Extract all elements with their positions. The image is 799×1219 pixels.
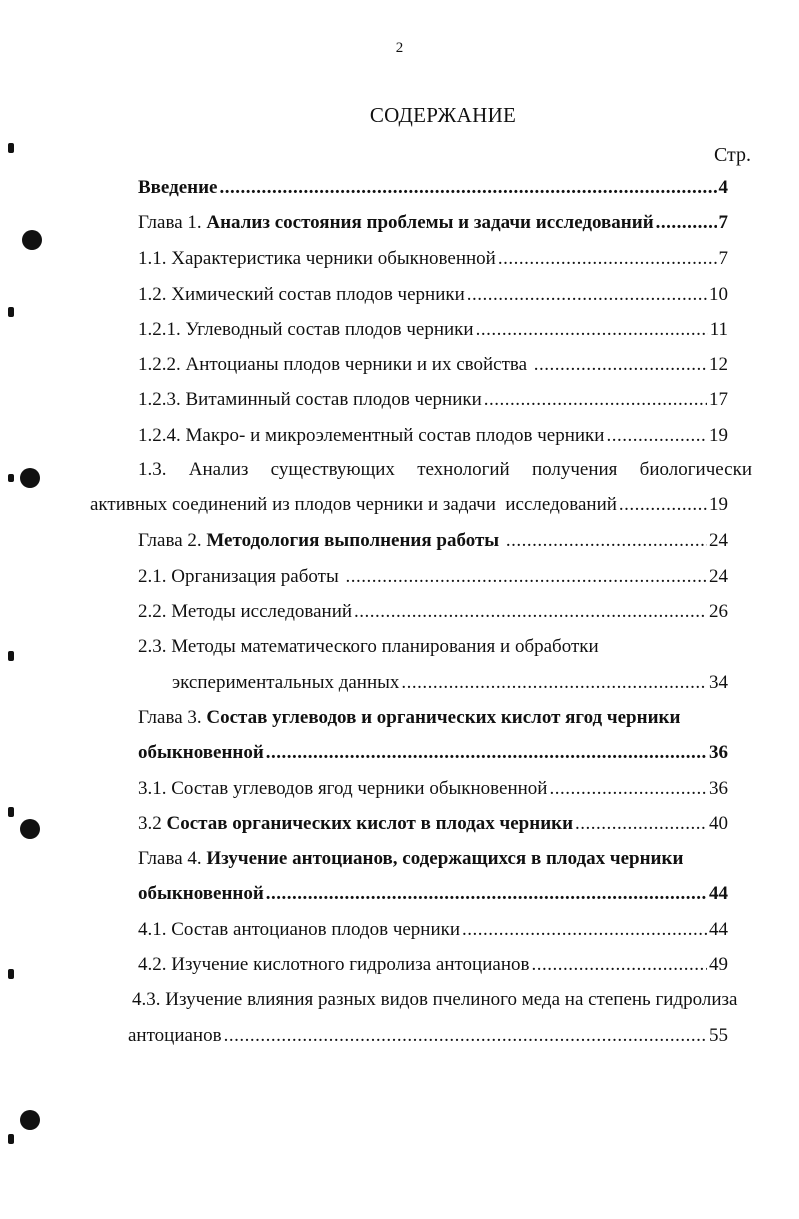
- section-prefix: 3.2: [138, 813, 167, 834]
- leader-dots: [266, 740, 707, 766]
- toc-entry-page: 44: [709, 919, 728, 940]
- toc-word: биологически: [639, 459, 752, 480]
- toc-word: Анализ: [188, 459, 249, 480]
- toc-entry-1-2-2[interactable]: [138, 352, 728, 378]
- toc-entry-1-2-4[interactable]: [138, 423, 728, 449]
- toc-entry-title: Анализ состояния проблемы и задачи исследований: [206, 212, 654, 233]
- toc-entry-page: 24: [709, 530, 728, 551]
- toc-entry-chapter-1[interactable]: [138, 210, 728, 236]
- leader-dots: [401, 670, 707, 696]
- leader-dots: [619, 492, 707, 518]
- page-column-label: Стр.: [713, 144, 751, 166]
- toc-entry-title: 1.2.4. Макро- и микроэлементный состав плодов черники: [138, 425, 605, 446]
- leader-dots: [266, 881, 707, 907]
- toc-entry-title: Изучение антоцианов, содержащихся в плодах черники: [206, 848, 684, 869]
- toc-entry-4-1[interactable]: [138, 917, 728, 943]
- toc-entry-page: 44: [709, 883, 728, 904]
- toc-entry-4-2[interactable]: [138, 952, 728, 978]
- toc-entry-page: 24: [709, 566, 728, 587]
- toc-entry-title: 3.1. Состав углеводов ягод черники обыкновенной: [138, 778, 548, 799]
- toc-word: 1.3.: [138, 459, 167, 480]
- toc-entry-title: Состав органических кислот в плодах черники: [166, 813, 574, 834]
- leader-dots: [462, 917, 707, 943]
- toc-entry-title: 1.2.1. Углеводный состав плодов черники: [138, 319, 474, 340]
- binder-hole: [20, 1110, 40, 1130]
- toc-entry-2-2[interactable]: [138, 599, 728, 625]
- toc-word: существующих: [270, 459, 395, 480]
- toc-entry-2-1[interactable]: [138, 564, 728, 590]
- binder-mark: [8, 1134, 14, 1144]
- toc-entry-page: 19: [709, 494, 728, 515]
- toc-entry-page: 11: [709, 319, 728, 340]
- toc-entry-title: 4.2. Изучение кислотного гидролиза антоцианов: [138, 954, 530, 975]
- toc-word: получения: [531, 459, 618, 480]
- toc-entry-title: 1.2. Химический состав плодов черники: [138, 284, 465, 305]
- toc-entry-1-3-line1[interactable]: [138, 457, 752, 483]
- leader-dots: [506, 528, 707, 554]
- leader-dots: [476, 317, 708, 343]
- toc-entry-2-3-line1[interactable]: 2.3. Методы математического планирования и обработки: [138, 636, 599, 657]
- toc-entry-page: 7: [718, 248, 728, 269]
- chapter-prefix: Глава 2.: [138, 530, 207, 551]
- toc-entry-2-3-line2[interactable]: [172, 670, 728, 696]
- toc-entry-page: 55: [709, 1025, 728, 1046]
- leader-dots: [224, 1023, 707, 1049]
- toc-entry-1-1[interactable]: [138, 246, 728, 272]
- toc-entry-chapter-4-line1[interactable]: [138, 846, 683, 872]
- toc-entry-title: 2.2. Методы исследований: [138, 601, 353, 622]
- leader-dots: [498, 246, 717, 272]
- binder-mark: [8, 969, 14, 979]
- binder-mark: [8, 307, 14, 317]
- binder-hole: [20, 468, 40, 488]
- toc-entry-page: 7: [718, 212, 728, 233]
- toc-entry-page: 49: [709, 954, 728, 975]
- toc-entry-chapter-3-line2[interactable]: [138, 740, 728, 766]
- toc-entry-3-1[interactable]: [138, 776, 728, 802]
- binder-mark: [8, 651, 14, 661]
- leader-dots: [354, 599, 707, 625]
- toc-entry-page: 36: [709, 778, 728, 799]
- leader-dots: [549, 776, 707, 802]
- chapter-prefix: Глава 3.: [138, 707, 207, 728]
- toc-entry-page: 34: [709, 672, 728, 693]
- toc-entry-title: активных соединений из плодов черники и задачи исследований: [90, 494, 617, 515]
- toc-entry-title: 1.1. Характеристика черники обыкновенной: [138, 248, 496, 269]
- leader-dots: [484, 387, 707, 413]
- toc-entry-1-2-1[interactable]: [138, 317, 728, 343]
- toc-entry-page: 36: [709, 742, 728, 763]
- leader-dots: [575, 811, 707, 837]
- toc-entry-title: Методология выполнения работы: [206, 530, 504, 551]
- toc-entry-page: 17: [709, 389, 728, 410]
- leader-dots: [345, 564, 707, 590]
- toc-entry-4-3-line2[interactable]: [128, 1023, 728, 1049]
- toc-entry-title: Состав углеводов и органических кислот ягод черники: [206, 707, 681, 728]
- leader-dots: [531, 952, 707, 978]
- toc-entry-page: 26: [709, 601, 728, 622]
- toc-entry-3-2[interactable]: [138, 811, 728, 837]
- toc-entry-title: 1.2.3. Витаминный состав плодов черники: [138, 389, 482, 410]
- toc-heading: СОДЕРЖАНИЕ: [369, 103, 517, 127]
- leader-dots: [656, 210, 717, 236]
- page-number: 2: [395, 40, 404, 56]
- chapter-prefix: Глава 4.: [138, 848, 207, 869]
- toc-entry-page: 10: [709, 284, 728, 305]
- toc-entry-intro[interactable]: [138, 175, 728, 201]
- toc-entry-page: 40: [709, 813, 728, 834]
- toc-entry-chapter-4-line2[interactable]: [138, 881, 728, 907]
- toc-entry-page: 12: [709, 354, 728, 375]
- toc-entry-1-2[interactable]: [138, 282, 728, 308]
- toc-entry-title: 2.1. Организация работы: [138, 566, 344, 587]
- toc-entry-chapter-2[interactable]: [138, 528, 728, 554]
- toc-entry-title: 4.1. Состав антоцианов плодов черники: [138, 919, 461, 940]
- toc-entry-4-3-line1[interactable]: 4.3. Изучение влияния разных видов пчелиного меда на степень гидролиза: [132, 989, 738, 1010]
- leader-dots: [467, 282, 707, 308]
- toc-entry-title: обыкновенной: [138, 742, 264, 763]
- toc-entry-1-2-3[interactable]: [138, 387, 728, 413]
- toc-word: технологий: [417, 459, 510, 480]
- leader-dots: [220, 175, 717, 201]
- binder-mark: [8, 474, 14, 482]
- toc-entry-title: антоцианов: [128, 1025, 222, 1046]
- toc-entry-title: обыкновенной: [138, 883, 264, 904]
- leader-dots: [606, 423, 707, 449]
- toc-entry-page: 4: [718, 177, 728, 198]
- toc-entry-title: 1.2.2. Антоцианы плодов черники и их свойства: [138, 354, 532, 375]
- toc-entry-1-3-line2[interactable]: [90, 492, 728, 518]
- toc-entry-page: 19: [709, 425, 728, 446]
- binder-mark: [8, 143, 14, 153]
- toc-entry-title: экспериментальных данных: [172, 672, 400, 693]
- leader-dots: [534, 352, 707, 378]
- binder-hole: [22, 230, 42, 250]
- chapter-prefix: Глава 1.: [138, 212, 207, 233]
- binder-hole: [20, 819, 40, 839]
- toc-entry-title: Введение: [138, 177, 218, 198]
- toc-entry-chapter-3-line1[interactable]: [138, 705, 680, 731]
- binder-mark: [8, 807, 14, 817]
